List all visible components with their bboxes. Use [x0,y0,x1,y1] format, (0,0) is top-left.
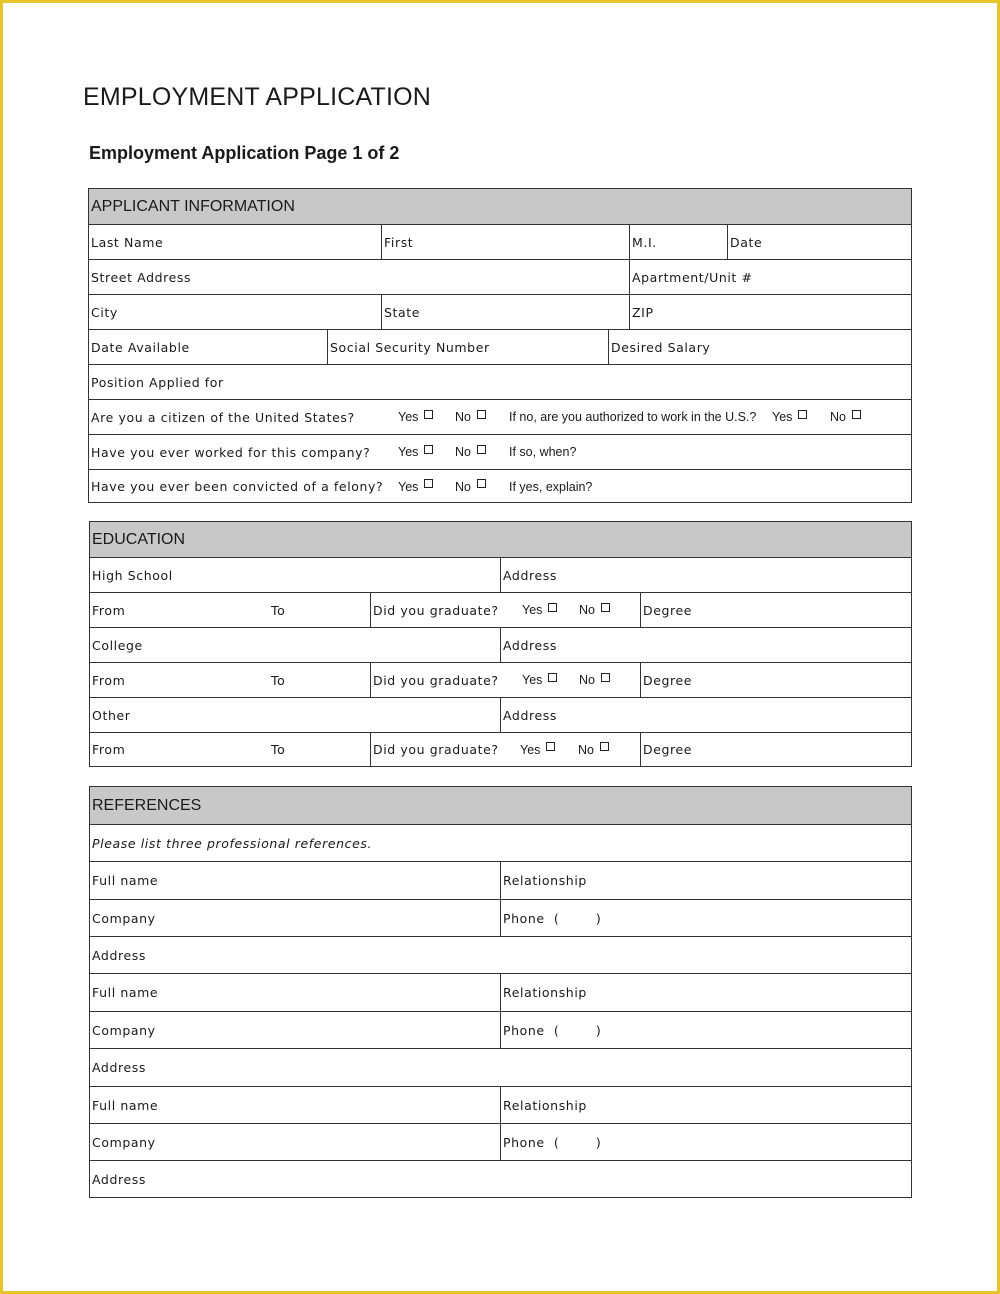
desired-salary-field[interactable]: Desired Salary [608,330,710,364]
high-school-row [90,558,911,593]
checkbox[interactable] [548,603,557,612]
availability-row [89,330,911,365]
high-school-address-field[interactable]: Address [500,558,557,592]
ssn-field[interactable]: Social Security Number [327,330,490,364]
references-section [89,786,912,1198]
felony-question: Have you ever been convicted of a felony? [91,479,384,494]
worked-question: Have you ever worked for this company? [91,444,371,460]
graduate-question: Did you graduate? [370,663,499,697]
no-label: No [579,673,595,687]
authorized-no-option[interactable] [830,400,861,434]
ref2-company-row [90,1012,911,1049]
graduate-question: Did you graduate? [370,733,499,766]
no-label: No [455,479,471,494]
section-header: APPLICANT INFORMATION [89,189,911,225]
checkbox[interactable] [424,410,433,419]
ref1-company-row [90,900,911,937]
from-field[interactable]: From [92,672,126,688]
position-field[interactable]: Position Applied for [91,374,224,390]
ref2-name-row [90,974,911,1012]
from-field[interactable]: From [92,742,126,757]
no-label: No [830,410,846,424]
from-field[interactable]: From [92,602,126,618]
company-field[interactable]: Company [92,910,156,926]
phone-field[interactable]: Phone ( ) [500,1124,601,1160]
date-available-field[interactable]: Date Available [91,339,190,355]
address-field[interactable]: Address [92,947,146,963]
city-row [89,295,911,330]
graduate-yes-option[interactable] [522,593,557,627]
middle-initial-field[interactable]: M.I. [629,225,657,259]
checkbox[interactable] [601,603,610,612]
checkbox[interactable] [477,479,486,488]
apartment-field[interactable]: Apartment/Unit # [629,260,753,294]
high-school-field[interactable]: High School [92,567,173,583]
address-field[interactable]: Address [92,1171,146,1187]
felony-no-option[interactable] [455,470,486,503]
citizen-question: Are you a citizen of the United States? [91,409,355,425]
first-name-field[interactable]: First [381,225,413,259]
to-field[interactable]: To [271,602,286,618]
applicant-information-section [88,188,912,503]
state-field[interactable]: State [381,295,420,329]
phone-field[interactable]: Phone ( ) [500,900,601,936]
to-field[interactable]: To [271,742,286,757]
company-field[interactable]: Company [92,1134,156,1150]
worked-row [89,435,911,470]
city-field[interactable]: City [91,304,118,320]
yes-label: Yes [398,410,419,424]
authorized-yes-option[interactable] [772,400,807,434]
checkbox[interactable] [477,410,486,419]
checkbox[interactable] [548,673,557,682]
college-row [90,628,911,663]
degree-field[interactable]: Degree [640,733,692,766]
citizen-no-option[interactable] [455,400,486,434]
college-field[interactable]: College [92,637,143,653]
checkbox[interactable] [477,445,486,454]
other-school-field[interactable]: Other [92,707,131,723]
worked-when-field[interactable]: If so, when? [509,445,577,459]
no-label: No [455,445,471,459]
education-section [89,521,912,767]
references-note: Please list three professional references. [92,835,373,851]
yes-label: Yes [772,410,793,424]
graduate-no-option[interactable] [579,663,610,697]
name-row [89,225,911,260]
checkbox[interactable] [601,673,610,682]
ref3-address-row [90,1161,911,1197]
yes-label: Yes [398,479,419,494]
ref2-address-row [90,1049,911,1087]
street-address-field[interactable]: Street Address [91,269,192,285]
yes-label: Yes [520,742,541,757]
date-field[interactable]: Date [727,225,762,259]
zip-field[interactable]: ZIP [629,295,654,329]
yes-label: Yes [522,603,543,617]
references-note-row [90,825,911,862]
worked-yes-option[interactable] [398,435,433,469]
full-name-field[interactable]: Full name [92,1097,159,1113]
position-row [89,365,911,400]
address-field[interactable]: Address [92,1060,146,1075]
other-dates-row [90,733,911,766]
checkbox[interactable] [600,742,609,751]
checkbox[interactable] [852,410,861,419]
checkbox[interactable] [546,742,555,751]
graduate-yes-option[interactable] [520,733,555,766]
no-label: No [579,603,595,617]
no-label: No [455,410,471,424]
yes-label: Yes [522,673,543,687]
ref1-address-row [90,937,911,974]
graduate-question: Did you graduate? [370,593,499,627]
felony-yes-option[interactable] [398,470,433,503]
college-address-field[interactable]: Address [500,628,557,662]
college-dates-row [90,663,911,698]
ref3-company-row [90,1124,911,1161]
checkbox[interactable] [424,479,433,488]
relationship-field[interactable]: Relationship [500,974,587,1011]
citizen-yes-option[interactable] [398,400,433,434]
address-row [89,260,911,295]
relationship-field[interactable]: Relationship [500,1087,587,1123]
graduate-no-option[interactable] [579,593,610,627]
no-label: No [578,742,594,757]
other-address-field[interactable]: Address [500,698,557,732]
company-field[interactable]: Company [92,1022,156,1038]
degree-field[interactable]: Degree [640,663,692,697]
full-name-field[interactable]: Full name [92,873,159,888]
citizen-row [89,400,911,435]
authorized-question: If no, are you authorized to work in the U.S.? [509,410,757,424]
high-school-dates-row [90,593,911,628]
other-row [90,698,911,733]
degree-field[interactable]: Degree [640,593,692,627]
checkbox[interactable] [798,410,807,419]
checkbox[interactable] [424,445,433,454]
graduate-no-option[interactable] [578,733,609,766]
section-header: REFERENCES [90,787,911,825]
relationship-field[interactable]: Relationship [500,862,587,899]
full-name-field[interactable]: Full name [92,985,159,1000]
phone-field[interactable]: Phone ( ) [500,1012,601,1048]
worked-no-option[interactable] [455,435,486,469]
ref3-name-row [90,1087,911,1124]
page-subtitle: Employment Application Page 1 of 2 [89,143,400,163]
felony-row [89,470,911,503]
page-title: EMPLOYMENT APPLICATION [83,83,432,111]
graduate-yes-option[interactable] [522,663,557,697]
last-name-field[interactable]: Last Name [91,234,164,250]
to-field[interactable]: To [271,672,286,688]
ref1-name-row [90,862,911,900]
yes-label: Yes [398,445,419,459]
section-header: EDUCATION [90,522,911,558]
felony-explain-field[interactable]: If yes, explain? [509,479,593,494]
